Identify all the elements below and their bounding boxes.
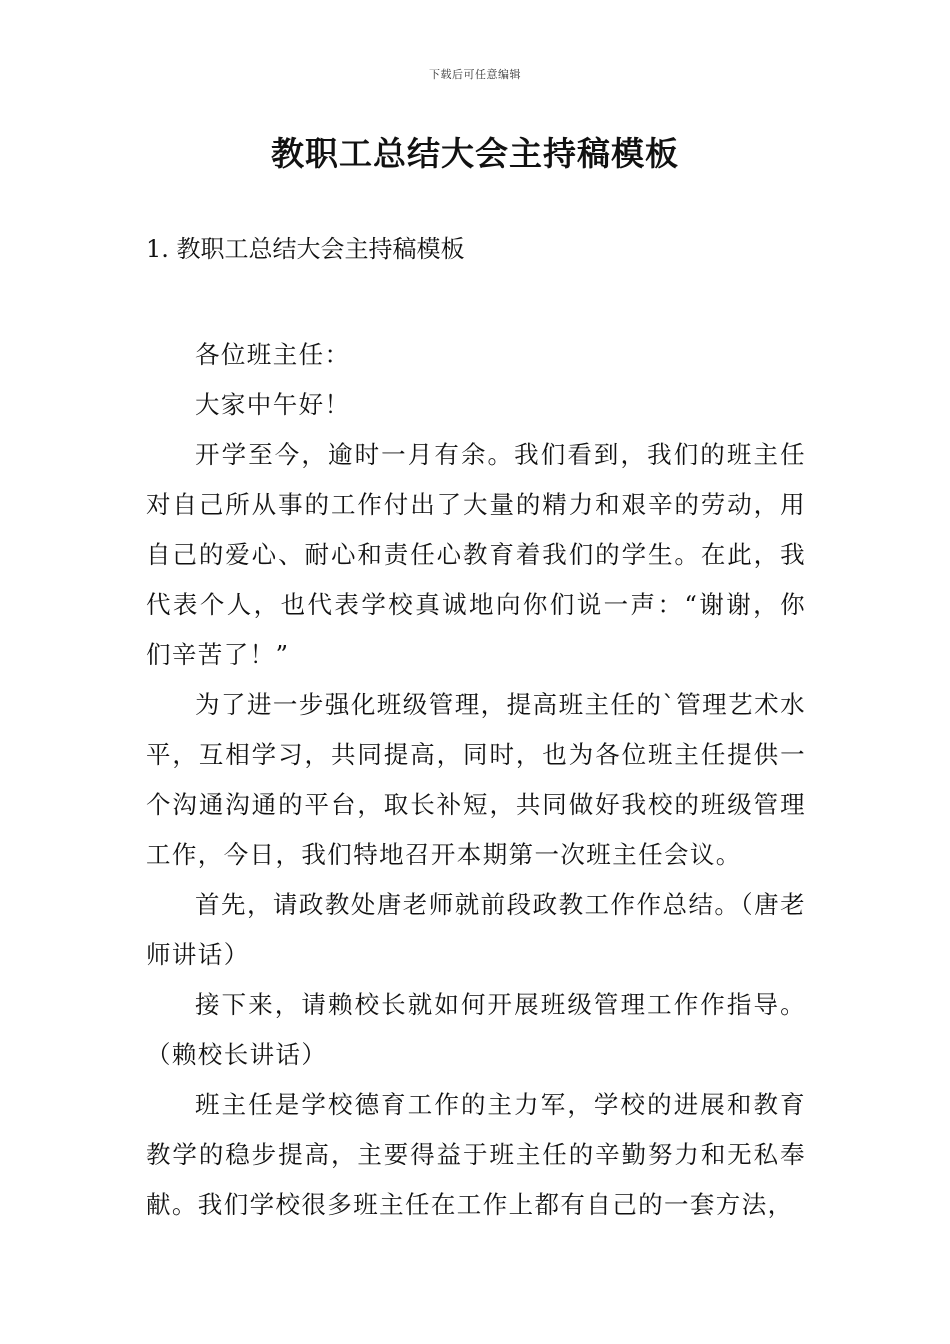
document-title: 教职工总结大会主持稿模板 — [271, 134, 679, 173]
paragraph-opening: 开学至今，逾时一月有余。我们看到，我们的班主任对自己所从事的工作付出了大量的精力和艰辛的劳动，用自己的爱心、耐心和责任心教育着我们的学生。在此，我代表个人，也代表学校真诚地向你们说一声：“谢谢，你们辛苦了！” — [146, 440, 806, 669]
paragraph-salutation: 各位班主任： — [195, 340, 351, 369]
document-body — [146, 330, 806, 1230]
header-note: 下载后可任意编辑 — [429, 68, 521, 81]
paragraph-greeting: 大家中午好！ — [195, 390, 351, 419]
section-heading: 1. 教职工总结大会主持稿模板 — [146, 235, 465, 263]
paragraph-closing: 班主任是学校德育工作的主力军，学校的进展和教育教学的稳步提高，主要得益于班主任的辛勤努力和无私奉献。我们学校很多班主任在工作上都有自己的一套方法， — [146, 1090, 806, 1219]
paragraph-purpose: 为了进一步强化班级管理，提高班主任的`管理艺术水平，互相学习，共同提高，同时，也为各位班主任提供一个沟通沟通的平台，取长补短，共同做好我校的班级管理工作，今日，我们特地召开本期第一次班主任会议。 — [146, 690, 806, 869]
paragraph-second-speaker: 接下来，请赖校长就如何开展班级管理工作作指导。（赖校长讲话） — [146, 990, 806, 1069]
paragraph-first-speaker: 首先，请政教处唐老师就前段政教工作作总结。（唐老师讲话） — [146, 890, 806, 969]
